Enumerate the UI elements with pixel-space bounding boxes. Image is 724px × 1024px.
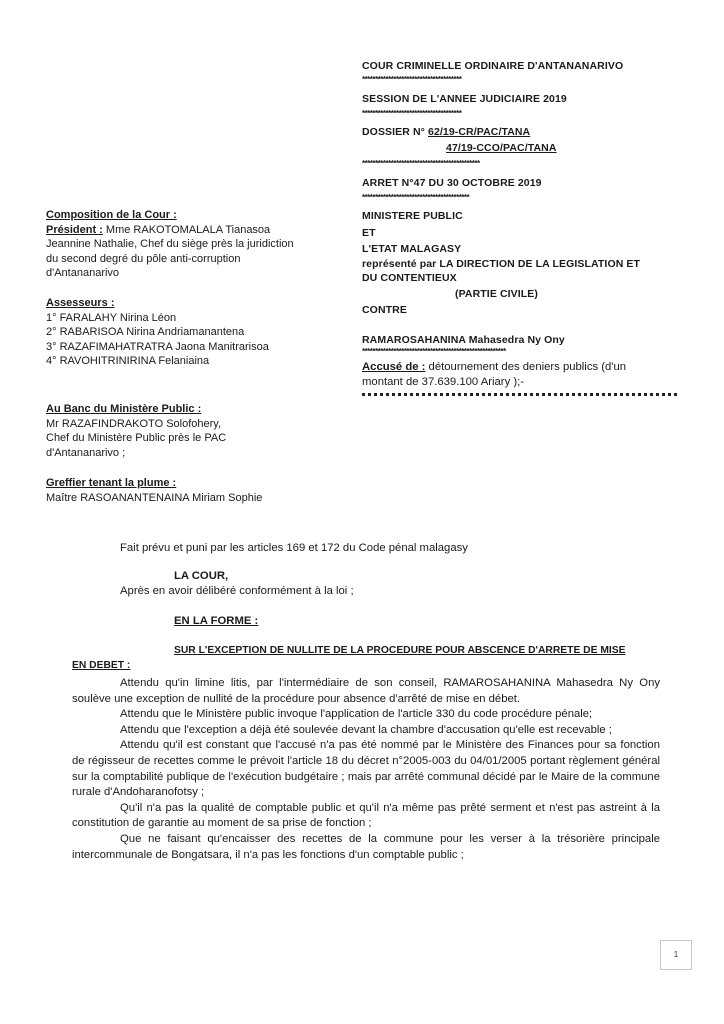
accuse-charge-line-1	[362, 361, 626, 373]
assesseur-item: 3° RAZAFIMAHATRATRA Jaona Manitrarisoa	[46, 340, 269, 353]
body-paragraphs	[72, 676, 660, 863]
president-detail: Jeannine Nathalie, Chef du siège près la juridiction	[46, 238, 294, 250]
court-name: COUR CRIMINELLE ORDINAIRE D'ANTANANARIVO	[362, 60, 624, 72]
exception-heading: SUR L'EXCEPTION DE NULLITE DE LA PROCEDURE POUR ABSCENCE D'ARRETE DE MISE	[174, 645, 626, 656]
etat-malagasy: L'ETAT MALAGASY	[362, 243, 462, 255]
accuse-charge: détournement des deniers publics (d'un	[425, 361, 627, 373]
separator-stars: **************************************	[362, 110, 462, 118]
separator-stars: *********************************************	[362, 160, 480, 168]
accuse-label: Accusé de :	[362, 361, 426, 373]
president-detail: d'Antananarivo	[46, 267, 120, 279]
paragraph: Que ne faisant qu'encaisser des recettes de la commune pour les verser à la trésorière principale intercommunale de Bongatsara, il n'a pas les fonctions d'un comptable public ;	[72, 832, 660, 861]
separator-stars: *****************************************	[362, 194, 470, 202]
assesseur-item: 1° FARALAHY Nirina Léon	[46, 311, 177, 324]
assesseur-item: 2° RABARISOA Nirina Andriamanantena	[46, 326, 245, 338]
banc-title: Au Banc du Ministère Public :	[46, 403, 202, 415]
greffier-block	[46, 476, 351, 505]
accuse-charge-line-2: montant de 37.639.100 Ariary );-	[362, 376, 525, 388]
president-label: Président :	[46, 223, 103, 236]
banc-line: d'Antananarivo ;	[46, 446, 126, 459]
page-number: 1	[660, 940, 692, 970]
banc-line: Chef du Ministère Public près le PAC	[46, 432, 227, 444]
president-name: Mme RAKOTOMALALA Tianasoa	[102, 223, 271, 236]
assesseurs-title: Assesseurs :	[46, 297, 115, 309]
represente-line: représenté par LA DIRECTION DE LA LEGISLATION ET	[362, 258, 641, 270]
dossier-line-1	[362, 126, 530, 138]
la-cour-heading: LA COUR,	[174, 570, 229, 582]
session-title: SESSION DE L'ANNEE JUDICIAIRE 2019	[362, 93, 567, 105]
en-la-forme-heading: EN LA FORME :	[174, 615, 259, 627]
president-detail: du second degré du pôle anti-corruption	[46, 252, 241, 265]
president-line	[46, 223, 351, 238]
separator-stars: **************************************	[362, 76, 462, 84]
composition-block	[46, 208, 351, 281]
contre-label: CONTRE	[362, 304, 407, 316]
dossier-number-1: 62/19-CR/PAC/TANA	[428, 126, 531, 138]
greffier-name: Maître RASOANANTENAINA Miriam Sophie	[46, 491, 263, 504]
assesseurs-block	[46, 296, 351, 369]
dotted-divider	[362, 393, 677, 396]
accuse-name: RAMAROSAHANINA Mahasedra Ny Ony	[362, 334, 565, 346]
et-label: ET	[362, 227, 376, 239]
dossier-number-2: 47/19-CCO/PAC/TANA	[446, 142, 557, 154]
paragraph: Qu'il n'a pas la qualité de comptable public et qu'il n'a même pas prêté serment et n'est pas astreint à la constitution de garantie au moment de sa prise de fonction ;	[72, 801, 660, 830]
ministere-public: MINISTERE PUBLIC	[362, 210, 463, 222]
paragraph: Attendu qu'il est constant que l'accusé n'a pas été nommé par le Ministère des Finances pour sa fonction de régisseur de recettes comme le prévoit l'article 18 du décret n°2005-003 du 04/01/2005 portant règlement général sur la comptabilité publique de l'exécution budgétaire ; mais par arrêté communal décidé par le Maire de la commune rurale d'Andoharanofotsy ;	[72, 739, 660, 799]
dossier-label: DOSSIER N°	[362, 126, 425, 138]
apres-delibere: Après en avoir délibéré conformément à la loi ;	[120, 585, 354, 597]
fait-prevu: Fait prévu et puni par les articles 169 et 172 du Code pénal malagasy	[120, 542, 468, 554]
exception-heading-cont: EN DEBET :	[72, 660, 131, 671]
partie-civile: (PARTIE CIVILE)	[455, 288, 538, 300]
composition-title: Composition de la Cour :	[46, 209, 177, 221]
paragraph: Attendu que l'exception a déjà été soulevée devant la chambre d'accusation qu'elle est recevable ;	[120, 723, 612, 736]
arret-title: ARRET N°47 DU 30 OCTOBRE 2019	[362, 177, 542, 189]
banc-block	[46, 402, 351, 460]
greffier-title: Greffier tenant la plume :	[46, 477, 177, 489]
assesseur-item: 4° RAVOHITRINIRINA Felaniaina	[46, 355, 210, 367]
banc-line: Mr RAZAFINDRAKOTO Solofohery,	[46, 417, 222, 430]
paragraph: Attendu que le Ministère public invoque l'application de l'article 330 du code procédure pénale;	[120, 708, 593, 721]
paragraph: Attendu qu'in limine litis, par l'intermédiaire de son conseil, RAMAROSAHANINA Mahasedra Ny Ony soulève une exception de nullité de la procédure pour absence d'arrêté de mise en débet.	[72, 677, 660, 705]
separator-stars: *******************************************************	[362, 348, 506, 356]
contentieux-line: DU CONTENTIEUX	[362, 272, 457, 284]
